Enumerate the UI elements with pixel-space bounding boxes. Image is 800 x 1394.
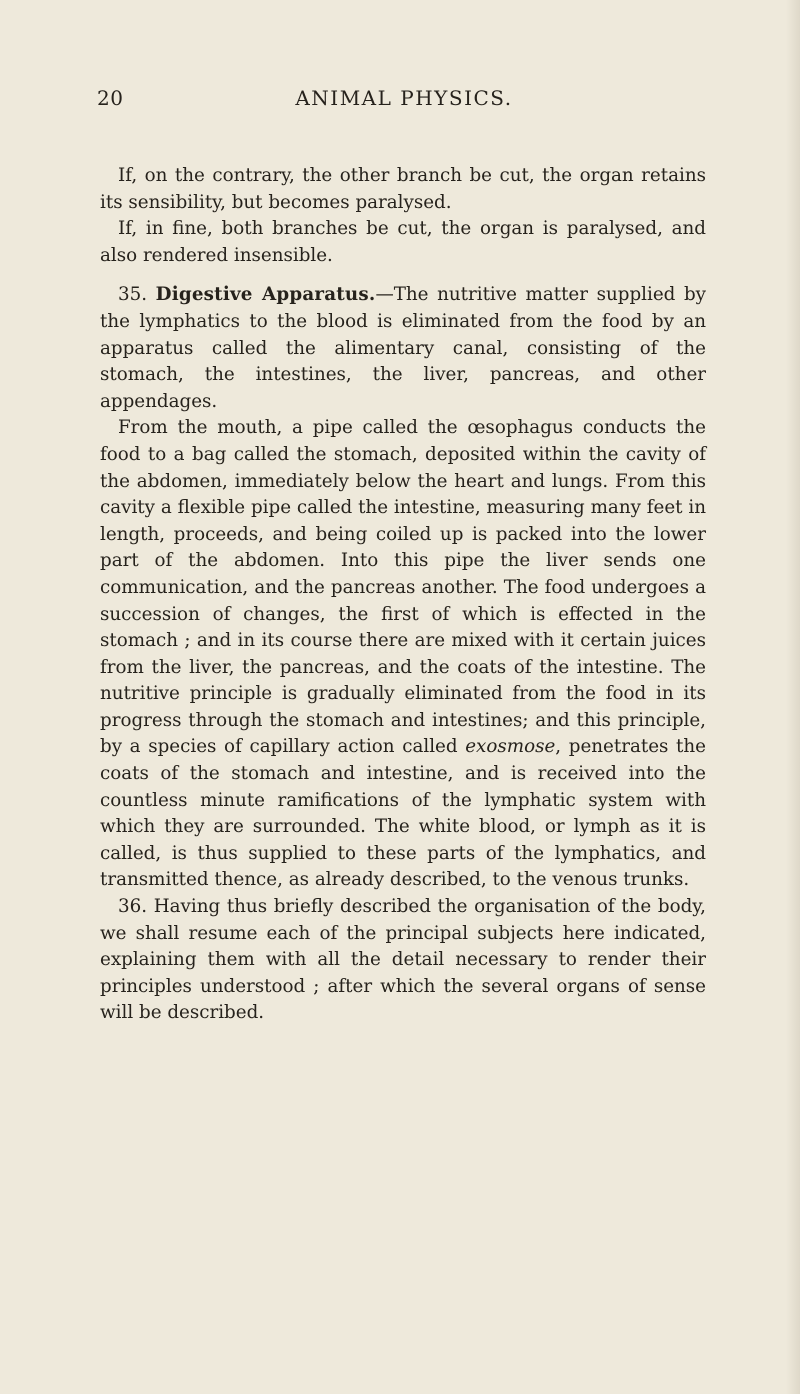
section-35-digestive-apparatus: [100, 282, 706, 415]
page-header: [97, 86, 711, 112]
page-number: 20: [97, 86, 124, 110]
running-head: ANIMAL PHYSICS.: [295, 86, 513, 110]
body-text: [100, 163, 706, 1027]
paragraph-text: , penetrates the coats of the stomach and intestine, and is received into the countless minute ramifications of the lymphatic system with which they are surrounded. The white blood, or lymph as it is called, is thus supplied to these parts of the lymphatics, and transmitted thence, as already described, to the venous trunks.: [100, 736, 706, 891]
paragraph-text: If, in fine, both branches be cut, the organ is paralysed, and also rendered insensible.: [100, 218, 706, 266]
section-number: 35.: [118, 284, 148, 306]
page-edge-shadow: [786, 0, 800, 1394]
paragraph-branch-cut: [100, 163, 706, 216]
paragraph-text: If, on the contrary, the other branch be cut, the organ retains its sensibility, but becomes paralysed.: [100, 165, 706, 213]
paragraph-text: —The nutritive matter supplied by the lymphatics to the blood is eliminated from the food by an apparatus called the alimentary canal, consisting of the stomach, the intestines, the liver, pancreas, and other appendages.: [100, 284, 706, 412]
section-number: 36.: [118, 896, 148, 918]
paragraph-text: From the mouth, a pipe called the œsophagus conducts the food to a bag called the stomach, deposited within the cavity of the abdomen, immediately below the heart and lungs. From this cavity a flexible pipe called the intestine, measuring many feet in length, proceeds, and being coiled up is packed into the lower part of the abdomen. Into this pipe the liver sends one communication, and the pancreas another. The food undergoes a succession of changes, the first of which is effected in the stomach ; and in its course there are mixed with it certain juices from the liver, the pancreas, and the coats of the intestine. The nutritive principle is gradually eliminated from the food in its progress through the stomach and intestines; and this principle, by a species of capillary action called: [100, 417, 706, 758]
italic-term: exosmose: [465, 736, 556, 758]
section-heading: Digestive Apparatus.: [155, 284, 376, 306]
paragraph-alimentary-canal: [100, 415, 706, 894]
section-36-summary: [100, 894, 706, 1027]
paragraph-text: Having thus briefly described the organisation of the body, we shall resume each of the principal subjects here indicated, explaining them with all the detail necessary to render their principles understood ; after which the several organs of sense will be described.: [100, 896, 706, 1024]
paragraph-both-branches: [100, 216, 706, 269]
